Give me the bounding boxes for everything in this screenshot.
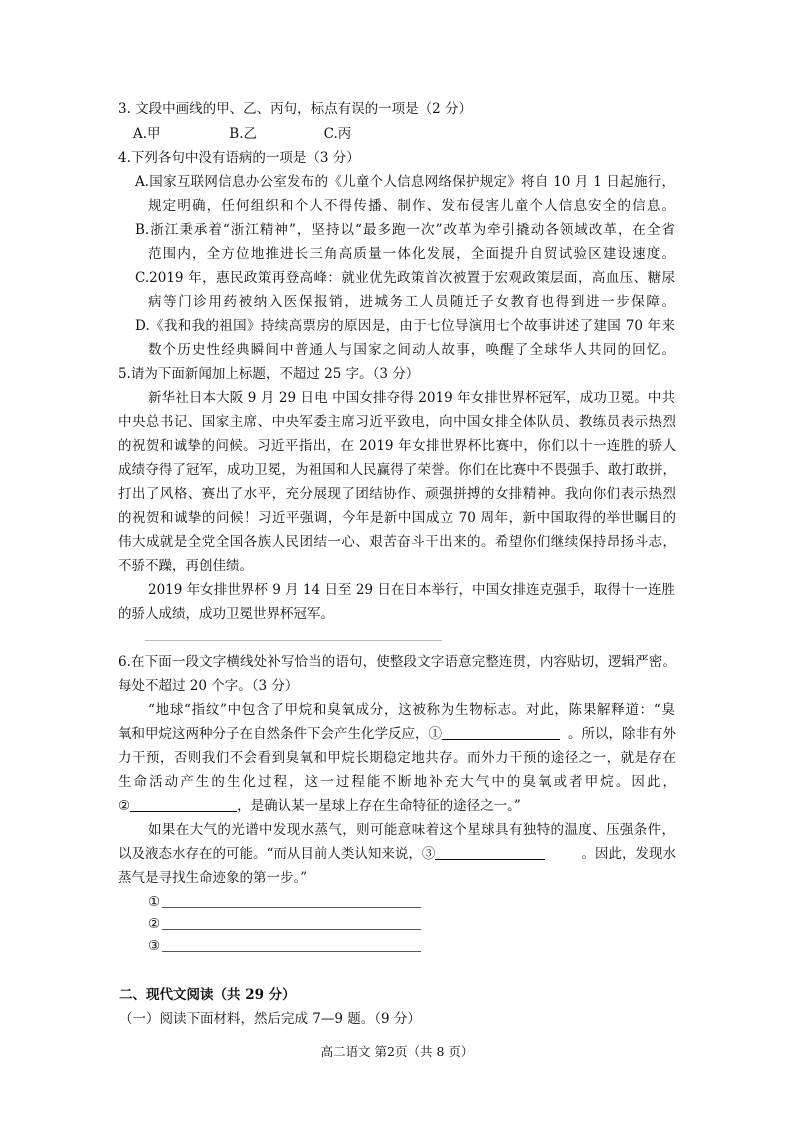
section-title: 二、现代文阅读（共 29 分）: [119, 987, 296, 1003]
q4-option-c-line2: 病等门诊用药被纳入医保报销，进城务工人员随迁子女教育也得到进一步保障。: [148, 294, 675, 310]
answer-label-2: ②: [148, 916, 161, 932]
q4-option-a-line2: 规定明确，任何组织和个人不得传播、制作、发布侵害儿童个人信息安全的信息。: [148, 198, 675, 214]
q4-option-b-line1: B.浙江秉承着“浙江精神”，坚持以“最多跑一次”改革为牵引撬动各领域改革，在全省: [135, 222, 675, 238]
q6-para2-line3: 蒸气是寻找生命迹象的第一步。”: [118, 870, 308, 886]
q4-option-d-line2: 数个历史性经典瞬间中普通人与国家之间动人故事，唤醒了全球华人共同的回忆。: [148, 342, 675, 358]
q3-options: [133, 124, 351, 144]
q6-para1-line1: “地球“指纹”中包含了甲烷和臭氧成分，这被称为生物标志。对此，陈果解释道：“臭: [148, 702, 675, 718]
q4-option-d-line1: D.《我和我的祖国》持续高票房的原因是，由于七位导演用七个故事讲述了建国 70 年来: [135, 318, 675, 334]
q4-option-b-line2: 范围内，全方位地推进长三角高质量一体化发展，全面提升自贸试验区建设速度。: [148, 246, 675, 262]
q6-para2-line1: 如果在大气的光谱中发现水蒸气，则可能意味着这个星球具有独特的温度、压强条件，: [148, 822, 675, 838]
q6-para1-line4: 生命活动产生的生化过程，这一过程能不断地补充大气中的臭氧或者甲烷。因此，: [118, 774, 676, 790]
q5-answer-line[interactable]: [145, 640, 442, 641]
q4-stem: 4.下列各句中没有语病的一项是（3 分）: [118, 150, 360, 166]
q5-para1-line4: 成绩夺得了冠军，成功卫冕，为祖国和人民赢得了荣誉。你们在比赛中不畏强手、敢打敢拼，: [118, 462, 676, 478]
q6-para2-line2-end: 。因此，发现水: [581, 846, 676, 862]
q4-option-c-line1: C.2019 年，惠民政策再登高峰：就业优先政策首次被置于宏观政策层面，高血压、糖尿: [135, 270, 675, 286]
q6-para1-line2-end: 。所以，除非有外: [568, 726, 676, 742]
q3-option-a: A.甲: [133, 126, 161, 142]
q3-stem: 3. 文段中画线的甲、乙、丙句，标点有误的一项是（2 分）: [118, 101, 473, 117]
answer-label-3: ③: [148, 938, 161, 954]
q6-para1-line5-start: ②: [118, 798, 131, 814]
answer-line-2[interactable]: [162, 929, 421, 930]
q6-stem-line1: 6.在下面一段文字横线处补写恰当的语句，使整段文字语意完整连贯，内容贴切，逻辑严密。: [118, 654, 676, 670]
blank-2[interactable]: [130, 797, 237, 812]
answer-line-3[interactable]: [162, 951, 421, 952]
q6-para2-line2: [118, 844, 676, 864]
q5-para1-line2: 中央总书记、国家主席、中央军委主席习近平致电，向中国女排全体队员、教练员表示热烈: [118, 414, 676, 430]
q5-para2-line1: 2019 年女排世界杯 9 月 14 日至 29 日在日本举行，中国女排连克强手，取得十一连胜: [148, 582, 675, 598]
q6-para2-line2-start: 以及液态水存在的可能。“而从目前人类认知来说，③: [118, 846, 436, 862]
q5-para1-line7: 伟大成就是全党全国各族人民团结一心、艰苦奋斗干出来的。希望你们继续保持昂扬斗志，: [118, 534, 676, 550]
answer-label-1: ①: [148, 894, 161, 910]
blank-3[interactable]: [435, 845, 545, 860]
q6-para1-line5: [118, 796, 521, 816]
q5-para1-line8: 不骄不躁，再创佳绩。: [118, 558, 253, 574]
q5-para1-line5: 打出了风格、赛出了水平，充分展现了团结协作、顽强拼搏的女排精神。我向你们表示热烈: [118, 486, 676, 502]
section-subtitle: （一）阅读下面材料，然后完成 7—9 题。（9 分）: [119, 1011, 421, 1027]
blank-1[interactable]: [442, 725, 560, 740]
q6-para1-line2: [118, 724, 676, 744]
answer-line-1[interactable]: [162, 907, 421, 908]
q5-para1-line1: 新华社日本大阪 9 月 29 日电 中国女排夺得 2019 年女排世界杯冠军，成功卫冕。中共: [148, 390, 675, 406]
q5-stem: 5.请为下面新闻加上标题，不超过 25 字。（3 分）: [118, 366, 420, 382]
q5-para1-line3: 的祝贺和诚挚的问候。习近平指出，在 2019 年女排世界杯比赛中，你们以十一连胜的骄人: [118, 438, 676, 454]
q6-stem-line2: 每处不超过 20 个字。（3 分）: [118, 678, 299, 694]
q6-para1-line5-end: ，是确认某一星球上存在生命特征的途径之一。”: [237, 798, 521, 814]
q5-para2-line2: 的骄人成绩，成功卫冕世界杯冠军。: [118, 606, 334, 622]
q6-para1-line2-start: 氧和甲烷这两种分子在自然条件下会产生化学反应，①: [118, 726, 442, 742]
q3-option-b: B.乙: [229, 126, 258, 142]
q3-option-c: C.丙: [323, 126, 352, 142]
page-footer: 高二语文 第2页（共 8 页）: [320, 1044, 474, 1059]
q5-para1-line6: 的祝贺和诚挚的问候！习近平强调，今年是新中国成立 70 周年，新中国取得的举世瞩目的: [118, 510, 676, 526]
q4-option-a-line1: A.国家互联网信息办公室发布的《儿童个人信息网络保护规定》将自 10 月 1 日起施行，: [135, 174, 675, 190]
q6-para1-line3: 力干预，否则我们不会看到臭氧和甲烷长期稳定地共存。而外力干预的途径之一，就是存在: [118, 750, 676, 766]
